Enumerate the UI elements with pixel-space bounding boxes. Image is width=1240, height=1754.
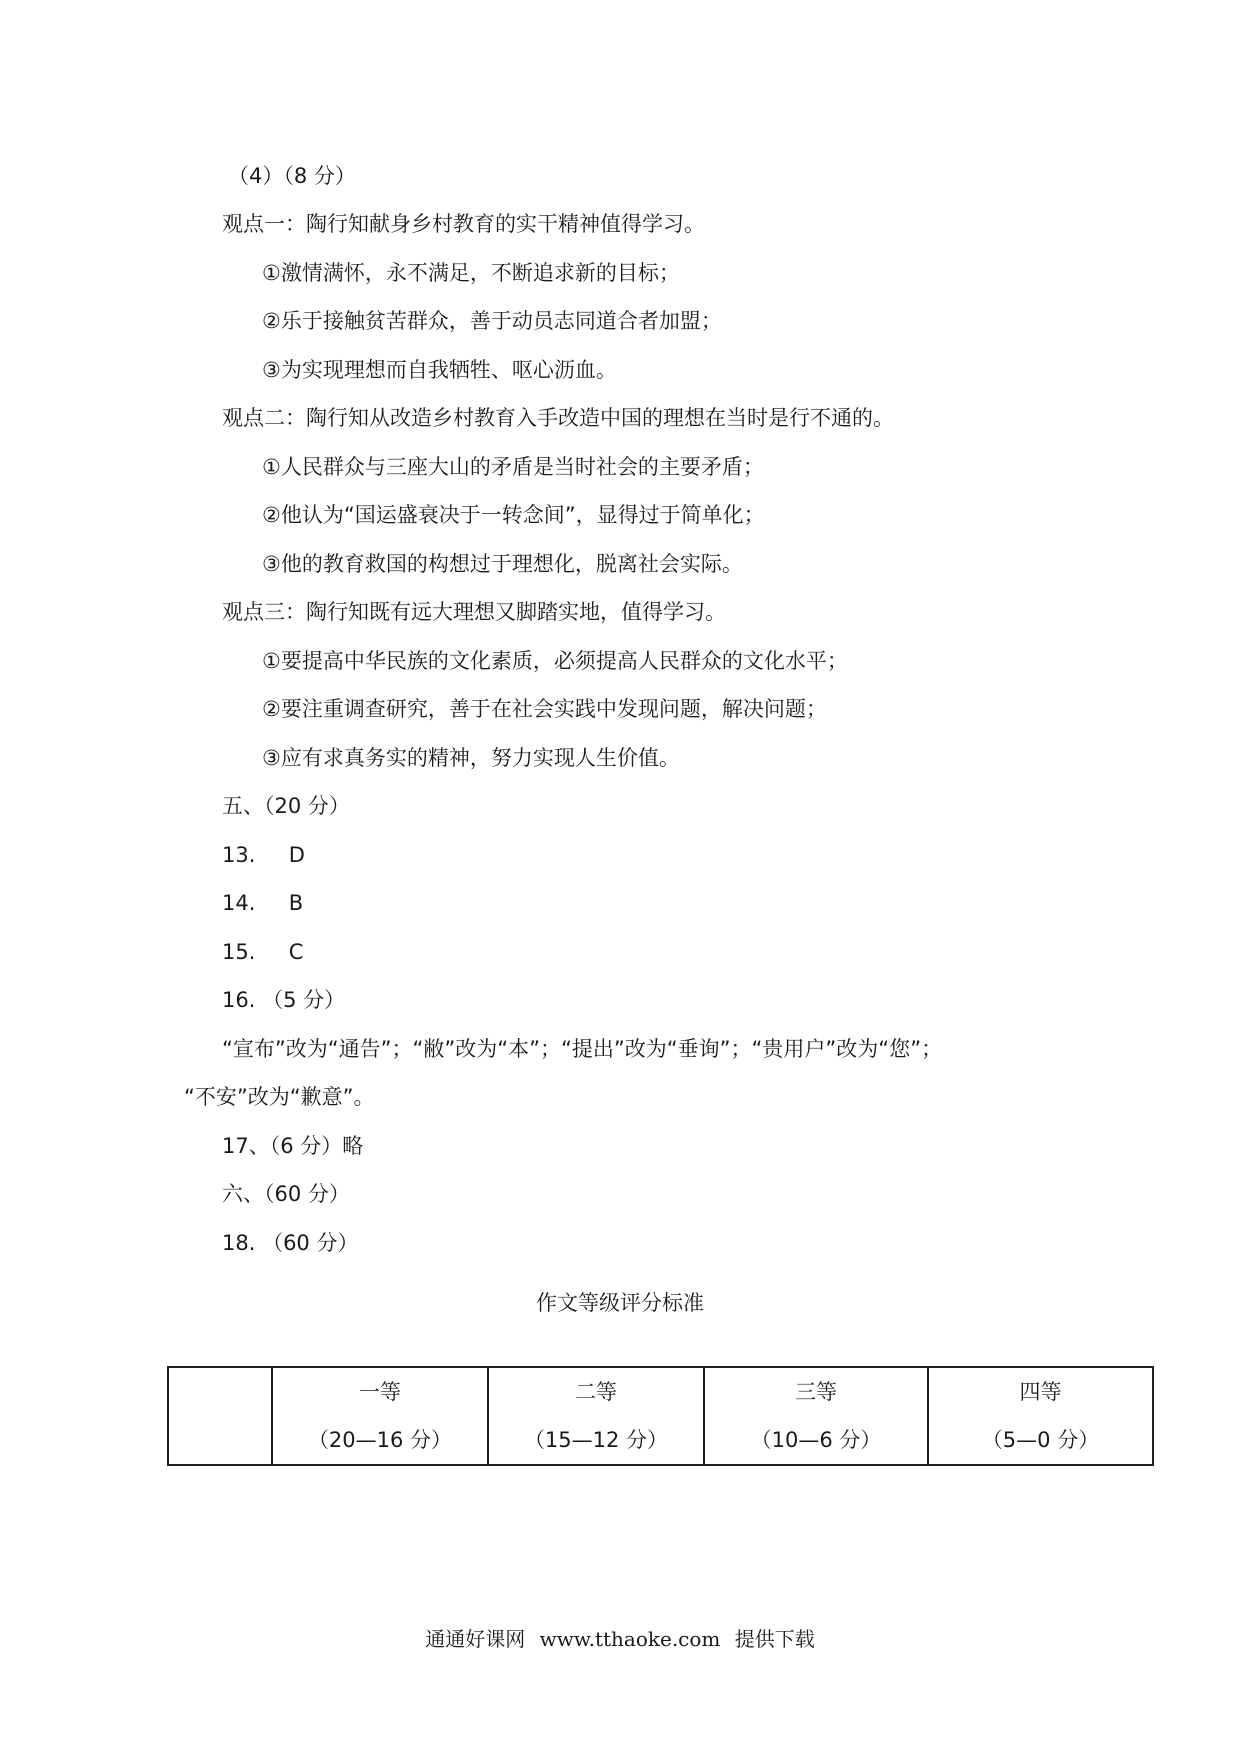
answer-13: 13. D bbox=[222, 843, 305, 867]
section-4-header: （4）（8 分） bbox=[228, 164, 356, 188]
viewpoint-3-point-1: ①要提高中华民族的文化素质，必须提高人民群众的文化水平； bbox=[262, 649, 848, 673]
answer-16-line-1: “宣布”改为“通告”；“敝”改为“本”；“提出”改为“垂询”；“贵用户”改为“您”； bbox=[222, 1037, 943, 1061]
grade-cell-4 bbox=[928, 1367, 1153, 1465]
grade-range: （15—12 分） bbox=[523, 1428, 669, 1452]
section-5-header: 五、（20 分） bbox=[222, 794, 350, 818]
table-row bbox=[168, 1367, 1153, 1465]
section-6-header: 六、（60 分） bbox=[222, 1182, 350, 1206]
question-18-header: 18. （60 分） bbox=[222, 1231, 359, 1255]
grade-range: （20—16 分） bbox=[307, 1428, 453, 1452]
answer-17: 17、（6 分）略 bbox=[222, 1134, 364, 1158]
grade-range: （5—0 分） bbox=[981, 1428, 1100, 1452]
footer-suffix: 提供下载 bbox=[734, 1627, 815, 1651]
table-corner-cell bbox=[168, 1367, 272, 1465]
viewpoint-3: 观点三：陶行知既有远大理想又脚踏实地，值得学习。 bbox=[222, 600, 726, 624]
question-16-header: 16. （5 分） bbox=[222, 988, 346, 1012]
grade-cell-2 bbox=[488, 1367, 704, 1465]
grading-table bbox=[167, 1366, 1154, 1466]
viewpoint-3-point-3: ③应有求真务实的精神，努力实现人生价值。 bbox=[262, 746, 680, 770]
page-footer bbox=[0, 1623, 1240, 1652]
grade-label: 一等 bbox=[359, 1380, 401, 1404]
viewpoint-2: 观点二：陶行知从改造乡村教育入手改造中国的理想在当时是行不通的。 bbox=[222, 406, 894, 430]
grade-label: 四等 bbox=[1019, 1380, 1062, 1404]
viewpoint-2-point-3: ③他的教育救国的构想过于理想化，脱离社会实际。 bbox=[262, 552, 743, 576]
grade-label: 二等 bbox=[575, 1380, 617, 1404]
answer-15: 15. C bbox=[222, 940, 304, 964]
viewpoint-2-point-2: ②他认为“国运盛衰决于一转念间”，显得过于简单化； bbox=[262, 503, 765, 527]
grade-cell-3 bbox=[704, 1367, 928, 1465]
viewpoint-2-point-1: ①人民群众与三座大山的矛盾是当时社会的主要矛盾； bbox=[262, 455, 764, 479]
grading-table-title: 作文等级评分标准 bbox=[536, 1291, 704, 1315]
viewpoint-3-point-2: ②要注重调查研究，善于在社会实践中发现问题，解决问题； bbox=[262, 697, 827, 721]
answer-14: 14. B bbox=[222, 891, 304, 915]
footer-url[interactable]: www.tthaoke.com bbox=[539, 1627, 721, 1651]
footer-site-name: 通通好课网 bbox=[425, 1627, 526, 1651]
grade-label: 三等 bbox=[795, 1380, 837, 1404]
viewpoint-1-point-3: ③为实现理想而自我牺牲、呕心沥血。 bbox=[262, 358, 617, 382]
grade-range: （10—6 分） bbox=[750, 1428, 882, 1452]
answer-16-line-2: “不安”改为“歉意”。 bbox=[184, 1085, 375, 1109]
viewpoint-1: 观点一：陶行知献身乡村教育的实干精神值得学习。 bbox=[222, 212, 705, 236]
grade-cell-1 bbox=[272, 1367, 488, 1465]
viewpoint-1-point-2: ②乐于接触贫苦群众，善于动员志同道合者加盟； bbox=[262, 309, 722, 333]
viewpoint-1-point-1: ①激情满怀，永不满足，不断追求新的目标； bbox=[262, 261, 680, 285]
